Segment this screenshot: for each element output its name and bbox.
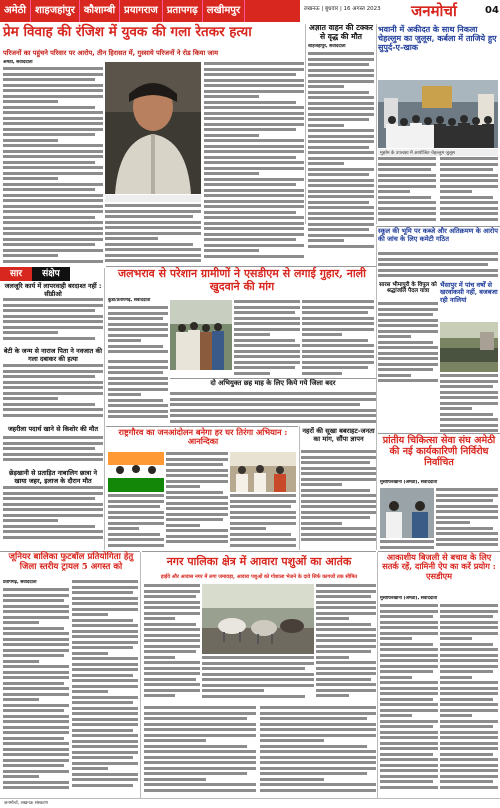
brief-body [3,364,103,424]
story-body [436,488,498,550]
story-photo [378,80,498,148]
story-body [440,157,498,225]
story-body [302,300,374,378]
story-headline[interactable]: प्रेम विवाह की रंजिश में युवक की गला रेतकर हत्या [3,24,252,40]
sanchhep-tab: संक्षेप [32,267,70,281]
story-photo [105,62,201,194]
story-body [144,584,200,704]
story-body [108,306,168,358]
story-dateline: शाहजहांपुर, संवाददाता [308,44,346,49]
masthead-logo [384,0,484,22]
story-headline[interactable]: भवानी में अकीदत के साथ निकला चेहल्लुम का जुलूस, कर्बला में ताजिये हुए सुपुर्द-ए-खाक [378,24,497,53]
brief-headline[interactable]: जलजूरि कार्य में लापरवाही बरदाश्त नहीं : सीडीओ [4,282,102,298]
story-deck: परिजनों का पहुंचने परिवार पर आरोप, तीन हिरासत में, गुस्साये परिजनों ने रोड किया जाम [3,49,219,57]
story-headline[interactable]: दो अभियुक्त छह माह के लिए किये गये जिला बदर [210,379,336,387]
city-tab[interactable]: प्रयागराज [120,0,163,22]
story-body [72,580,138,796]
sar-tab: सार [0,267,32,281]
photo-caption [105,195,201,202]
brief-body [3,298,103,346]
meeting-photo [230,452,296,492]
story-body [202,656,314,704]
column-rule [305,24,306,224]
page-number: 04 [484,0,500,22]
story-body [260,706,376,796]
story-body [440,374,498,434]
brief-body [3,486,103,546]
story-headline[interactable]: स्कूल की भूमि पर कब्जे और अतिक्रमण के आरोप की जांच के लिए कमेटी गठित [378,227,498,243]
column-rule [376,226,377,550]
city-tabs [0,0,245,22]
column-rule [140,552,141,798]
story-body [108,494,164,550]
story-body [301,450,376,550]
story-headline[interactable]: सारस भीमापुरी के विपुल को श्रद्धांजलि पैदल यात्रा [379,282,437,295]
city-tab[interactable]: लखीमपुर [203,0,245,22]
story-dateline: प्रतापगढ़, संवाददाता [3,580,37,585]
city-tab[interactable]: कौशाम्बी [80,0,120,22]
story-body [308,52,374,252]
story-body [380,540,434,550]
story-body [440,604,498,796]
photo-caption: मुहर्रम के उपलक्ष्य में आयोजित चेहल्लुम जुलूस [378,149,498,156]
story-deck-band: हाईवे और आवास नगर में लगा जमावड़ा, आवारा पशुओं को गोशाला भेजने के दावे सिर्फ कागजों तक सीमित [142,572,376,582]
story-dateline: मुसाफिरखाना (अमेठी), संवाददाता [380,480,438,485]
story-headline[interactable]: अज्ञात वाहन की टक्कर से वृद्ध की मौत [308,23,374,41]
story-body [230,494,296,550]
masthead-title: जनमोर्चा [411,2,457,20]
story-headline[interactable]: प्रांतीय चिकित्सा सेवा संघ अमेठी की नई कार्यकारिणी निर्विरोध निर्वाचित [382,435,496,469]
section-rule [378,433,500,434]
page-footer: जनमोर्चा, लखनऊ संस्करण [0,798,500,808]
story-photo [230,452,296,492]
story-body [316,584,376,704]
story-body [378,157,436,225]
campaign-photo [108,452,164,492]
brief-headline[interactable]: छेड़खानी से प्रताड़ित नाबालिग छात्रा ने खाया जहर, इलाज के दौरान मौत [8,469,98,485]
story-photo [440,322,498,372]
city-tab[interactable]: शाहजहांपुर [31,0,80,22]
brief-headline[interactable]: जहरीला पदार्थ खाने से किशोर की मौत [7,425,99,433]
sar-section-bar [0,267,106,281]
brief-body [3,436,103,468]
story-body [170,392,376,424]
story-body [204,62,304,264]
story-headline[interactable]: आकाशीय बिजली से बचाव के लिए सतर्क रहें, दामिनी ऐप का करें प्रयोग : एसडीएम [382,552,496,581]
story-body [378,302,438,388]
story-photo [380,488,434,538]
section-rule [142,551,376,552]
villagers-photo [170,300,232,370]
story-dateline: कुंडा/प्रतापगढ़, संवाददाता [108,298,151,303]
story-dateline: अमेठी, संवाददाता [3,60,33,65]
drain-photo [440,322,498,372]
date-line: लखनऊ | बुधवार | 16 अगस्त 2023 [304,6,381,12]
story-body [105,204,201,264]
column-rule [376,24,377,224]
story-photo [108,452,164,492]
brief-headline[interactable]: बेटी के जन्म से नाराज पिता ने नवजात की गला दबाकर की हत्या [3,347,103,363]
story-headline[interactable]: नहरों की सूखा बबराहट-जनता का मांग, सौंपा ज्ञापन [302,427,375,443]
story-headline[interactable]: नगर पालिका क्षेत्र में आवारा पशुओं का आतंक [166,555,352,568]
story-body [234,300,300,378]
story-photo [202,584,314,654]
story-dateline: मुसाफिरखाना (अमेठी), संवाददाता [380,596,438,601]
column-rule [377,552,378,798]
city-tab[interactable]: प्रतापगढ़ [163,0,203,22]
stray-cattle-photo [202,584,314,654]
column-rule [104,268,105,550]
story-body [380,604,438,796]
story-body [3,67,103,263]
victim-photo [105,62,201,194]
story-body [144,706,256,796]
story-headline[interactable]: जूनियर बालिका फुटबॉल प्रतियोगिता हेतु जिला स्तरीय ट्रायल 5 अगस्त को [8,552,134,572]
story-headline[interactable]: जलभराव से परेशान ग्रामीणों ने एसडीएम से लगाई गुहार, नाली खुदवाने की मांग [117,267,366,293]
story-body [3,588,69,796]
procession-photo [378,80,498,148]
doctors-photo [380,488,434,538]
story-body [378,252,498,280]
story-photo [170,300,232,370]
story-body [108,360,168,426]
story-headline[interactable]: भैंसापुर में पांच वर्षों से खरवांकसी नहीं, बजबजा रही नालियां [440,281,498,304]
column-rule [299,426,300,550]
city-tab[interactable]: अमेठी [0,0,31,22]
story-headline[interactable]: राष्ट्रगौरव का जनआंदोलन बनेगा हर घर तिरंगा अभियान : आनन्दिका [118,427,288,447]
story-body [166,452,228,550]
